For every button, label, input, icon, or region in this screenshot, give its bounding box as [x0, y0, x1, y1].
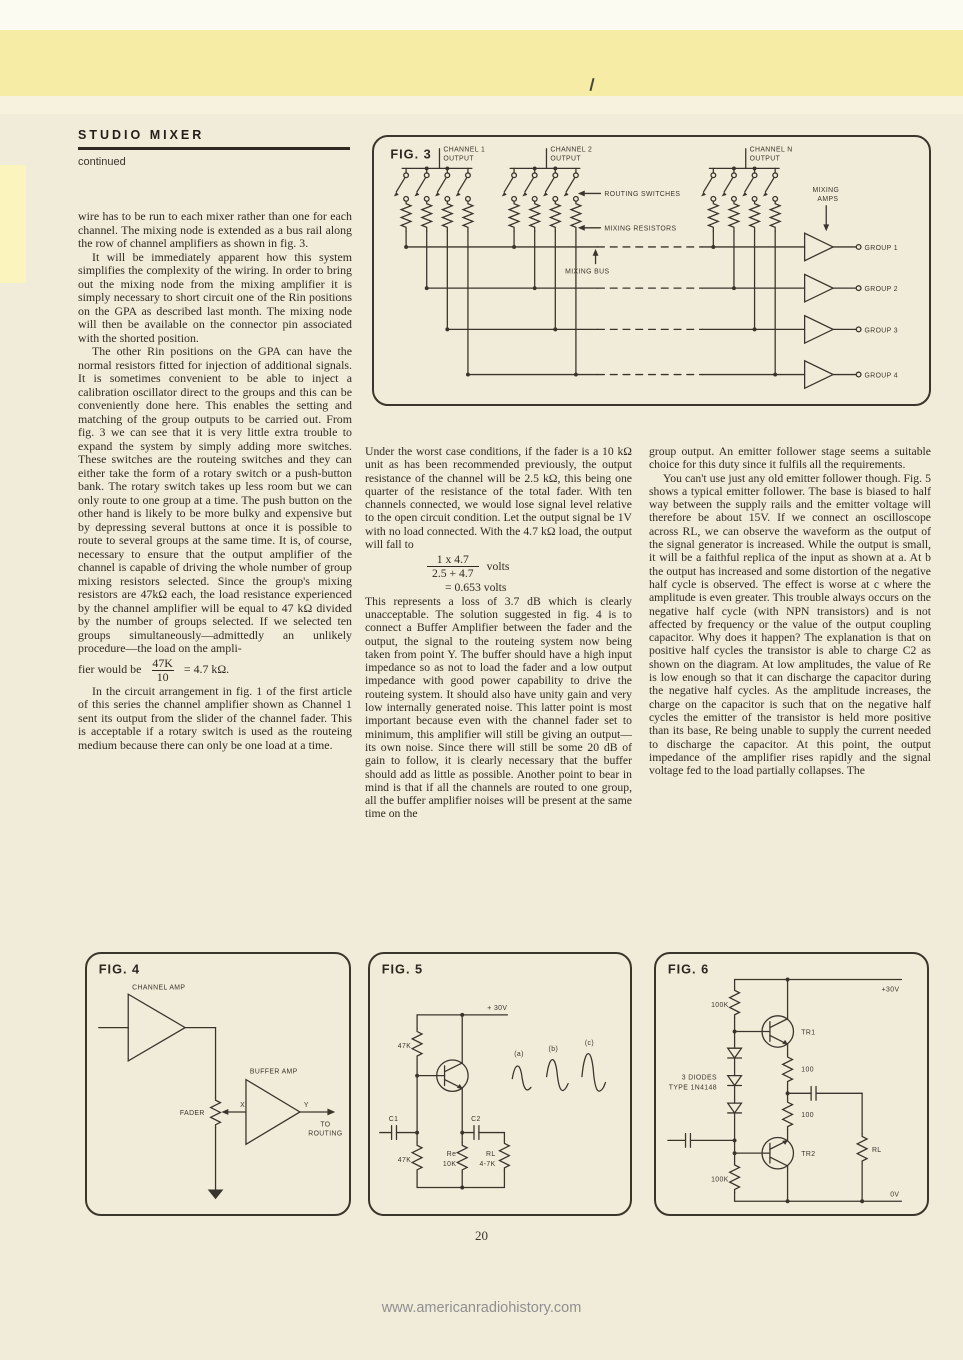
figure-6-title: FIG. 6: [667, 961, 710, 977]
yellow-band: [0, 30, 963, 96]
svg-text:OUTPUT: OUTPUT: [749, 155, 781, 163]
wave-b-label: (b): [548, 1046, 559, 1054]
page-top-margin: [0, 0, 963, 30]
formula: [427, 553, 632, 580]
channel2-label: CHANNEL 2: [550, 146, 593, 154]
figure-6-box: [654, 952, 929, 1216]
denominator: 2.5 + 4.7: [427, 566, 479, 580]
r2-label: 47K: [397, 1157, 412, 1164]
paragraph: You can't use just any old emitter follower though. Fig. 5 shows a typical emitter follower. The base is biased to half way between the supply rails and the emitter voltage will therefore be about 15V. If we connect an oscilloscope across RL, we can observe the waveform as the output of the signal generator is increased. While the output is small, it will be a faithful replica of the input as shown at a. At b the output has increased and some distortion of the negative half cycle is observed. The effect is worse at c where the amplitude is even greater. This trouble always occurs on the negative half cycle (with NPN transistors) and is not affected by frequency or the value of the output coupling capacitor. Why does it happen? The explanation is that on positive half cycles the transistor is able to charge C2 as shown on the diagram. At low amplitudes, the value of Re is low enough so that it can discharge the capacitor during the negative half cycles. As the amplitude increases, the charge on the capacitor is such that on the negative half cycles the emitter of the transistor is held more positive than its base, Re being unable to supply the current needed to discharge the capacitor. At this point, the output impedance of the amplifier rises rapidly and the signal voltage fed to the load partially collapses. The: [649, 471, 931, 778]
numerator: 47K: [152, 655, 173, 670]
page-number: 20: [475, 1228, 488, 1243]
to-routing-label: TO: [320, 1121, 331, 1129]
formula-unit: volts: [486, 560, 510, 574]
mixing-bus-label: MIXING BUS: [565, 268, 610, 276]
formula-result: = 4.7 kΩ.: [183, 662, 230, 677]
re-label: Re: [446, 1151, 457, 1159]
paragraph: In the circuit arrangement in fig. 1 of the first article of this series the channel amplifier shown as Channel 1 sent its output from the slider of the channel fader. This is acceptable if a rotary switch is used as the routeing medium because there can only be one load at a time.: [78, 683, 352, 752]
r-bottom-label: 100K: [711, 1176, 729, 1184]
paragraph: group output. An emitter follower stage seems a suitable choice for this duty since it fulfils all the requirements.: [649, 445, 931, 472]
paragraph: The other Rin positions on the GPA can have the normal resistors fitted for injection of additional signals. It is sometimes convenient to be able to inject a calibration oscillator direct to the groups and this can be conveniently done here. This enables the setting and matching of the group outputs to be carried out. From fig. 3 we can see that it is very little extra trouble to expand the system by simply adding more switches. These switches are the routeing switches and they can either take the form of a rotary switch or a push-button bank. The rotary switch takes up less room but we can only route to one group at a time. The push button on the other hand is likely to be more bulky and expensive but by depressing several buttons at once it is possible to route to several groups at the same time. It is, of course, necessary to ensure that the output amplifier of the channel is capable of driving the whole number of group mixing resistors selected. Since the group's mixing resistors are 47kΩ each, the load resistance experienced by the channel amplifier will be equal to 47 kΩ divided by the number of groups selected. If we selected ten groups simultaneously—admittedly an unlikely procedure—the load on the ampli-: [78, 344, 352, 655]
rail-bottom-label: 0V: [890, 1191, 900, 1199]
point-y-label: Y: [303, 1102, 309, 1110]
svg-text:ROUTING: ROUTING: [308, 1130, 343, 1138]
yellow-band-fade: [0, 96, 963, 114]
denominator: 10: [152, 670, 174, 684]
r1-label: 47K: [397, 1043, 412, 1051]
figure-4-schematic: [87, 954, 349, 1214]
wave-a-label: (a): [514, 1051, 524, 1059]
footer-url: www.americanradiohistory.com: [381, 1300, 582, 1316]
c2-label: C2: [471, 1115, 481, 1123]
figure-5-title: FIG. 5: [381, 961, 424, 977]
routing-switches-label: ROUTING SWITCHES: [604, 190, 681, 198]
figure-3-title: FIG. 3: [390, 146, 432, 162]
paragraph: This represents a loss of 3.7 dB which is clearly unacceptable. The solution suggested in fig. 4 is to connect a Buffer Amplifier between the fader and the output, the signal to the routeing system now being taken from point Y. The buffer should have a high input impedance so as not to load the fader and a low output impedance with good power capability to drive the routeing system. It should also have unity gain and very low internally generated noise. This latter point is most important because even with the channel fader set to minimum, this amplifier will still be giving an output—its own noise. Since there will still be some 20 dB of gain to follow, it is clearly necessary that the buffer should add as little as possible. Another point to bear in mind is that if all the channels are routed to one group, all the buffer amplifier noises will be present at the same time on the: [365, 594, 632, 821]
svg-text:OUTPUT: OUTPUT: [550, 155, 581, 163]
group4-label: GROUP 4: [864, 372, 899, 380]
mixing-amps-label: MIXING: [812, 186, 840, 194]
paragraph: wire has to be run to each mixer rather than one for each channel. The mixing node is extended as a bus rail along the row of channel amplifiers as shown in fig. 3.: [78, 209, 352, 250]
svg-text:TYPE 1N4148: TYPE 1N4148: [668, 1084, 717, 1092]
fader-label: FADER: [179, 1109, 205, 1117]
fraction: [427, 553, 479, 580]
figure-4-box: [85, 952, 351, 1216]
article-title: STUDIO MIXER: [78, 128, 205, 142]
r-mid1-label: 100: [801, 1066, 814, 1074]
group2-label: GROUP 2: [864, 286, 899, 294]
tr2-label: TR2: [801, 1151, 816, 1159]
numerator: 1 x 4.7: [436, 553, 469, 567]
left-column: [78, 210, 352, 752]
rl-label: RL: [871, 1147, 882, 1155]
svg-text:AMPS: AMPS: [817, 195, 839, 203]
formula: [78, 657, 352, 684]
figure-5-schematic: [370, 954, 630, 1214]
figure-5-box: [368, 952, 632, 1216]
fraction: [147, 657, 177, 684]
right-column: [649, 445, 931, 777]
svg-text:10K: 10K: [442, 1160, 457, 1168]
figure-3-schematic: [374, 137, 929, 404]
tr1-label: TR1: [801, 1029, 816, 1037]
r-top-label: 100K: [711, 1001, 729, 1009]
rl-label: RL: [486, 1151, 496, 1159]
mixing-resistors-label: MIXING RESISTORS: [604, 225, 677, 233]
diodes-label: 3 DIODES: [681, 1074, 717, 1082]
r-mid2-label: 100: [801, 1111, 814, 1119]
figure-4-title: FIG. 4: [98, 961, 141, 977]
point-x-label: X: [240, 1102, 246, 1110]
group3-label: GROUP 3: [864, 327, 899, 335]
yellow-edge-patch: [0, 165, 26, 283]
formula-result: = 0.653 volts: [445, 581, 507, 595]
supply-rail-label: + 30V: [487, 1004, 508, 1012]
rail-top-label: +30V: [881, 986, 900, 994]
paragraph: It will be immediately apparent how this system simplifies the complexity of the wiring. In order to bring out the mixing node from the mixing amplifier it is simply necessary to short circuit one of the Rin positions on the GPA as described last month. The mixing node will then be available on the connector pin associated with the shorted position.: [78, 249, 352, 345]
buffer-amp-label: BUFFER AMP: [249, 1068, 298, 1076]
continued-label: continued: [78, 156, 126, 168]
svg-text:4-7K: 4-7K: [479, 1160, 496, 1168]
figure-3-box: [372, 135, 931, 406]
channel-amp-label: CHANNEL AMP: [132, 984, 186, 992]
figure-6-schematic: [656, 954, 927, 1214]
svg-text:OUTPUT: OUTPUT: [443, 155, 474, 163]
formula-prefix: fier would be: [78, 662, 142, 677]
channel1-label: CHANNEL 1: [443, 146, 486, 154]
title-rule: [78, 147, 350, 150]
group1-label: GROUP 1: [864, 244, 899, 252]
middle-column: [365, 445, 632, 821]
channelN-label: CHANNEL N: [749, 146, 793, 154]
paragraph: Under the worst case conditions, if the fader is a 10 kΩ unit as has been recommended previously, the output resistance of the channel will be 2.5 kΩ, this being one quarter of the resistance of the total fader. With ten channels connected, we would lose signal level relative to the open circuit condition. Let the output signal be 1V with no load connected. With the 4.7 kΩ load, the output will fall to: [365, 445, 632, 552]
wave-c-label: (c): [584, 1040, 595, 1048]
c1-label: C1: [388, 1115, 399, 1123]
